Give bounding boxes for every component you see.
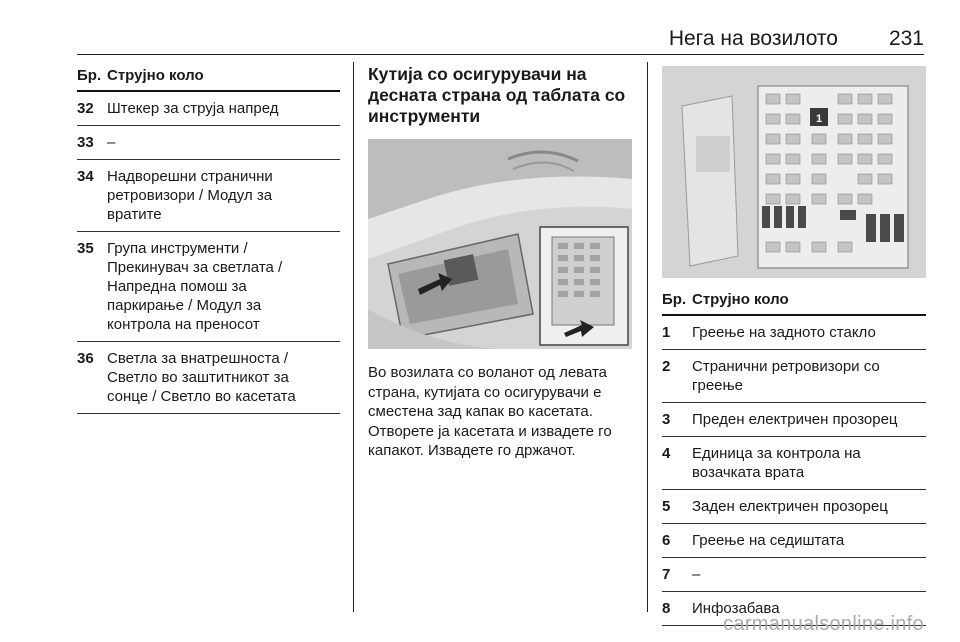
left-fuse-table bbox=[77, 62, 340, 414]
fuse-circuit: Единица за контрола на возачката врата bbox=[692, 445, 861, 481]
table-row bbox=[77, 342, 340, 414]
fuse-circuit: Странични ретровизори со греење bbox=[692, 358, 880, 394]
fuse-number: 7 bbox=[662, 566, 671, 583]
col-header-circuit: Струјно коло bbox=[692, 291, 789, 308]
col-header-no: Бр. bbox=[662, 291, 687, 308]
table-row bbox=[662, 316, 926, 350]
fuse-circuit: Преден електричен прозорец bbox=[692, 411, 898, 428]
fuse-number: 3 bbox=[662, 411, 671, 428]
fuse-number: 5 bbox=[662, 498, 671, 515]
table-header bbox=[77, 62, 340, 92]
fuse-number: 34 bbox=[77, 168, 94, 185]
fuse-number: 32 bbox=[77, 100, 94, 117]
fuse-number: 33 bbox=[77, 134, 94, 151]
fuse-circuit: Греење на задното стакло bbox=[692, 324, 876, 341]
table-row bbox=[662, 403, 926, 437]
header-title: Нега на возилото bbox=[668, 27, 838, 50]
table-header bbox=[662, 286, 926, 316]
right-column bbox=[662, 62, 926, 626]
fuse-number: 2 bbox=[662, 358, 671, 375]
glovebox-illustration bbox=[368, 139, 632, 349]
middle-column bbox=[368, 62, 632, 461]
table-row bbox=[662, 524, 926, 558]
fuse-circuit: Штекер за струја напред bbox=[107, 100, 279, 117]
fusebox-illustration bbox=[662, 66, 926, 278]
table-row bbox=[77, 232, 340, 342]
column-divider-1 bbox=[353, 62, 354, 612]
table-row bbox=[77, 92, 340, 126]
fuse-circuit: Инфозабава bbox=[692, 600, 780, 617]
table-row bbox=[662, 490, 926, 524]
fuse-number: 35 bbox=[77, 240, 94, 257]
fuse-circuit: Надворешни странични ретровизори / Модул за вратите bbox=[107, 168, 273, 223]
fuse-circuit: – bbox=[692, 566, 701, 583]
fuse-circuit: Греење на седиштата bbox=[692, 532, 845, 549]
col-header-circuit: Струјно коло bbox=[107, 67, 204, 84]
fuse-circuit: Светла за внатрешноста / Светло во заштитникот за сонце / Светло во касетата bbox=[107, 350, 296, 405]
fuse-number: 6 bbox=[662, 532, 671, 549]
table-row bbox=[77, 126, 340, 160]
fuse-number: 1 bbox=[662, 324, 671, 341]
table-row bbox=[662, 437, 926, 490]
table-row bbox=[77, 160, 340, 232]
column-divider-2 bbox=[647, 62, 648, 612]
fuse-circuit: Група инструменти / Прекинувач за светлата / Напредна помош за паркирање / Модул за контрола на преносот bbox=[107, 240, 283, 333]
section-heading: Кутија со осигурувачи на десната страна од таблата со инструменти bbox=[368, 64, 626, 126]
col-header-no: Бр. bbox=[77, 67, 102, 84]
section-body: Во возилата со воланот од левата страна, кутијата со осигурувачи е сместена зад капак во касетата. Отворете ја касетата и извадете го капакот. Извадете го држачот. bbox=[368, 364, 612, 459]
fuse-circuit: – bbox=[107, 134, 116, 151]
fuse-circuit: Заден електричен прозорец bbox=[692, 498, 888, 515]
page-number: 231 bbox=[888, 27, 924, 50]
fuse-number: 36 bbox=[77, 350, 94, 367]
fuse-number: 4 bbox=[662, 445, 671, 462]
fuse-number: 8 bbox=[662, 600, 671, 617]
watermark: carmanualsonline.info bbox=[723, 613, 924, 635]
table-row bbox=[662, 350, 926, 403]
fuse-label: 1 bbox=[816, 113, 823, 125]
page-header bbox=[77, 26, 924, 55]
table-row bbox=[662, 558, 926, 592]
